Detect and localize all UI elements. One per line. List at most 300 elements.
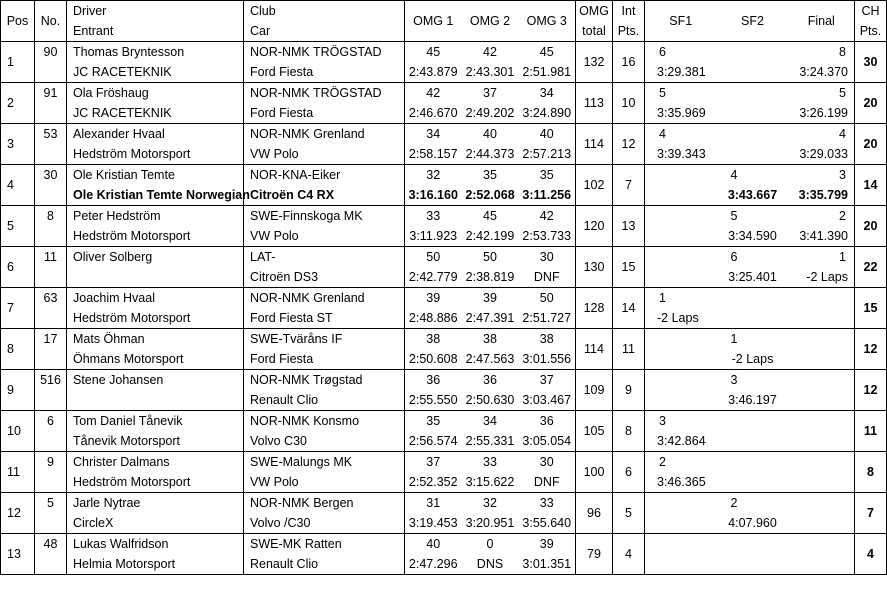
omg3-time-cell: 2:53.733 [519,226,576,247]
table-row-sub [1,267,887,288]
header-entrant: Entrant [67,21,244,42]
omg2-points-cell: 33 [483,455,497,469]
omg1-time-cell: 2:52.352 [405,472,462,493]
final-points-cell [789,288,855,309]
club-cell: NOR-NMK Grenland [244,288,405,309]
omg2-time-cell: 2:47.563 [462,349,519,370]
table-row-sub [1,554,887,575]
sf2-time-cell: 4:07.960 [717,513,789,534]
omg1-time-cell: 2:55.550 [405,390,462,411]
final-time-cell: -2 Laps [789,267,855,288]
omg1-points-cell: 38 [426,332,441,346]
omg3-time-cell: 2:51.727 [519,308,576,329]
table-row-sub [1,103,887,124]
table-row [1,288,887,309]
sf1-points-cell [645,247,717,268]
sf1-time-cell [645,513,717,534]
driver-cell: Ola Fröshaug [67,83,244,104]
sf1-points-cell [645,370,717,391]
omg-total-cell: 100 [576,452,613,493]
car-number-cell: 48 [35,534,67,575]
club-cell: NOR-NMK TRÖGSTAD [244,83,405,104]
car-number-cell: 11 [35,247,67,288]
sf1-time-cell [645,226,717,247]
table-row [1,493,887,514]
final-time-cell [789,390,855,411]
omg3-points-cell: 40 [519,124,576,145]
omg2-points-cell: 34 [483,414,497,428]
sf2-points-cell [717,83,789,104]
table-row-sub [1,349,887,370]
driver-cell: Christer Dalmans [67,452,244,473]
omg2-points-cell: 35 [483,168,497,182]
omg2-points-cell: 0 [486,537,494,551]
table-row [1,247,887,268]
sf2-points-cell [717,452,789,473]
ch-pts-cell: 20 [855,206,887,247]
entrant-cell: JC RACETEKNIK [67,103,244,124]
car-number-cell: 63 [35,288,67,329]
sf1-time-cell: 3:29.381 [645,62,717,83]
omg1-time-cell: 3:16.160 [405,185,462,206]
sf1-time-cell: -2 Laps [645,308,717,329]
omg3-points-cell: 36 [519,411,576,432]
int-pts-cell: 16 [613,42,645,83]
omg1-time-cell: 3:19.453 [405,513,462,534]
sf2-time-cell: 3:25.401 [717,267,789,288]
ch-pts-cell: 8 [855,452,887,493]
header-ch-pts-top: CH [855,1,887,22]
entrant-cell: Tånevik Motorsport [67,431,244,452]
car-number-cell: 5 [35,493,67,534]
entrant-cell [67,390,244,411]
sf2-time-cell: 3:43.667 [717,185,789,206]
table-row [1,165,887,186]
omg-total-cell: 132 [576,42,613,83]
sf1-points-cell: 4 [659,127,666,141]
car-cell: Ford Fiesta ST [244,308,405,329]
omg2-time-cell: 3:15.622 [462,472,519,493]
sf1-points-cell: 6 [659,45,666,59]
table-row-sub [1,431,887,452]
omg3-points-cell: 42 [519,206,576,227]
final-points-cell: 8 [789,42,855,63]
header-driver: Driver [67,1,244,22]
omg1-time-cell: 2:56.574 [405,431,462,452]
omg2-time-cell: 2:47.391 [462,308,519,329]
table-row [1,206,887,227]
ch-pts-cell: 20 [855,124,887,165]
omg1-time-cell: 3:11.923 [405,226,462,247]
header-omg-total-top: OMG [576,1,613,22]
header-club: Club [244,1,405,22]
ch-pts-cell: 22 [855,247,887,288]
final-points-cell: 5 [789,83,855,104]
pos-cell: 10 [1,411,35,452]
omg3-time-cell: 3:03.467 [519,390,576,411]
final-points-cell [789,452,855,473]
driver-cell: Stene Johansen [67,370,244,391]
omg3-time-cell: 3:24.890 [519,103,576,124]
club-cell: SWE-MK Ratten [244,534,405,555]
omg2-time-cell: 2:50.630 [462,390,519,411]
sf2-points-cell: 3 [730,373,738,387]
table-row-sub [1,144,887,165]
club-cell: LAT- [244,247,405,268]
sf1-points-cell [645,329,717,350]
table-header [1,1,887,42]
sf2-points-cell [717,124,789,145]
pos-cell: 3 [1,124,35,165]
omg3-points-cell: 34 [519,83,576,104]
omg-total-cell: 130 [576,247,613,288]
ch-pts-cell: 14 [855,165,887,206]
omg2-points-cell: 36 [483,373,497,387]
sf2-time-cell [717,472,789,493]
sf1-time-cell [645,554,717,575]
final-points-cell [789,370,855,391]
omg1-time-cell: 2:46.670 [405,103,462,124]
car-number-cell: 30 [35,165,67,206]
table-row [1,370,887,391]
final-points-cell [789,411,855,432]
omg3-points-cell: 45 [519,42,576,63]
omg1-points-cell: 42 [426,86,441,100]
omg3-points-cell: 33 [519,493,576,514]
sf2-points-cell [717,411,789,432]
final-points-cell [789,534,855,555]
header-sf2: SF2 [717,1,789,42]
club-cell: NOR-KNA-Eiker [244,165,405,186]
pos-cell: 8 [1,329,35,370]
header-final: Final [789,1,855,42]
car-cell: Volvo /C30 [244,513,405,534]
sf2-points-cell: 6 [730,250,738,264]
entrant-cell: CircleX [67,513,244,534]
int-pts-cell: 10 [613,83,645,124]
omg2-time-cell: 2:42.199 [462,226,519,247]
omg2-time-cell: 2:44.373 [462,144,519,165]
car-number-cell: 90 [35,42,67,83]
driver-cell: Joachim Hvaal [67,288,244,309]
driver-cell: Lukas Walfridson [67,534,244,555]
sf1-points-cell: 3 [659,414,666,428]
sf1-points-cell [645,206,717,227]
sf2-time-cell [717,103,789,124]
car-cell: Renault Clio [244,554,405,575]
final-time-cell: 3:41.390 [789,226,855,247]
omg-total-cell: 105 [576,411,613,452]
omg2-points-cell: 39 [483,291,497,305]
pos-cell: 5 [1,206,35,247]
sf1-time-cell [645,349,717,370]
sf2-points-cell: 4 [730,168,738,182]
omg-total-cell: 109 [576,370,613,411]
omg-total-cell: 114 [576,329,613,370]
header-omg1: OMG 1 [405,1,462,42]
sf2-points-cell: 5 [730,209,738,223]
pos-cell: 9 [1,370,35,411]
omg3-points-cell: 38 [519,329,576,350]
omg2-points-cell: 40 [483,127,497,141]
car-number-cell: 516 [35,370,67,411]
car-number-cell: 91 [35,83,67,124]
final-points-cell: 4 [789,124,855,145]
car-cell: Renault Clio [244,390,405,411]
final-points-cell: 1 [789,247,855,268]
sf1-points-cell: 5 [659,86,666,100]
car-cell: Ford Fiesta [244,103,405,124]
ch-pts-cell: 11 [855,411,887,452]
sf1-time-cell [645,267,717,288]
omg2-points-cell: 45 [483,209,497,223]
omg1-points-cell: 40 [426,537,441,551]
entrant-cell: Hedström Motorsport [67,308,244,329]
sf1-points-cell [645,534,717,555]
sf2-points-cell [717,288,789,309]
int-pts-cell: 13 [613,206,645,247]
table-row-sub [1,472,887,493]
club-cell: NOR-NMK Grenland [244,124,405,145]
club-cell: SWE-Finnskoga MK [244,206,405,227]
final-points-cell: 3 [789,165,855,186]
car-number-cell: 17 [35,329,67,370]
pos-cell: 1 [1,42,35,83]
driver-cell: Peter Hedström [67,206,244,227]
sf2-time-cell [717,554,789,575]
sf1-time-cell: 3:39.343 [645,144,717,165]
table-row [1,411,887,432]
header-omg-total-bottom: total [576,21,613,42]
omg2-time-cell: 2:43.301 [462,62,519,83]
table-row-sub [1,226,887,247]
omg2-time-cell: 2:49.202 [462,103,519,124]
pos-cell: 11 [1,452,35,493]
int-pts-cell: 8 [613,411,645,452]
ch-pts-cell: 20 [855,83,887,124]
omg-total-cell: 79 [576,534,613,575]
car-cell: VW Polo [244,472,405,493]
omg3-time-cell: 3:55.640 [519,513,576,534]
final-time-cell: 3:24.370 [789,62,855,83]
pos-cell: 6 [1,247,35,288]
driver-cell: Tom Daniel Tånevik [67,411,244,432]
pos-cell: 7 [1,288,35,329]
final-time-cell [789,431,855,452]
omg2-time-cell: 2:55.331 [462,431,519,452]
sf2-time-cell: -2 Laps [717,349,789,370]
omg2-time-cell: 2:38.819 [462,267,519,288]
int-pts-cell: 11 [613,329,645,370]
entrant-cell: Ole Kristian Temte Norwegian [67,185,244,206]
omg-total-cell: 128 [576,288,613,329]
header-no: No. [35,1,67,42]
header-car: Car [244,21,405,42]
omg1-time-cell: 2:42.779 [405,267,462,288]
sf2-points-cell: 2 [730,496,738,510]
omg3-points-cell: 30 [519,452,576,473]
ch-pts-cell: 30 [855,42,887,83]
sf1-time-cell: 3:46.365 [645,472,717,493]
omg1-time-cell: 2:48.886 [405,308,462,329]
omg1-points-cell: 39 [426,291,441,305]
final-points-cell [789,329,855,350]
entrant-cell: Helmia Motorsport [67,554,244,575]
header-omg2: OMG 2 [462,1,519,42]
ch-pts-cell: 15 [855,288,887,329]
sf2-time-cell [717,431,789,452]
omg2-time-cell: DNS [462,554,519,575]
header-sf1: SF1 [645,1,717,42]
omg1-points-cell: 37 [426,455,441,469]
entrant-cell: Hedström Motorsport [67,472,244,493]
omg3-time-cell: 3:11.256 [519,185,576,206]
omg1-time-cell: 2:43.879 [405,62,462,83]
omg3-points-cell: 35 [519,165,576,186]
entrant-cell: Hedström Motorsport [67,144,244,165]
omg1-points-cell: 33 [426,209,441,223]
car-cell: Volvo C30 [244,431,405,452]
table-row [1,42,887,63]
pos-cell: 12 [1,493,35,534]
car-cell: Ford Fiesta [244,62,405,83]
final-time-cell: 3:35.799 [789,185,855,206]
sf1-time-cell [645,185,717,206]
omg1-points-cell: 35 [426,414,441,428]
final-time-cell [789,554,855,575]
header-ch-pts-bottom: Pts. [855,21,887,42]
table-row [1,83,887,104]
omg2-time-cell: 2:52.068 [462,185,519,206]
sf1-points-cell [645,493,717,514]
ch-pts-cell: 7 [855,493,887,534]
omg-total-cell: 120 [576,206,613,247]
club-cell: NOR-NMK Bergen [244,493,405,514]
club-cell: SWE-Tväråns IF [244,329,405,350]
omg1-points-cell: 32 [426,168,441,182]
sf2-time-cell: 3:34.590 [717,226,789,247]
sf1-time-cell: 3:42.864 [645,431,717,452]
driver-cell: Oliver Solberg [67,247,244,268]
omg-total-cell: 113 [576,83,613,124]
driver-cell: Thomas Bryntesson [67,42,244,63]
omg1-points-cell: 45 [426,45,441,59]
int-pts-cell: 12 [613,124,645,165]
table-row [1,329,887,350]
omg3-points-cell: 37 [519,370,576,391]
ch-pts-cell: 12 [855,329,887,370]
sf2-points-cell [717,42,789,63]
omg3-points-cell: 50 [519,288,576,309]
omg3-points-cell: 39 [519,534,576,555]
int-pts-cell: 7 [613,165,645,206]
omg3-time-cell: 3:05.054 [519,431,576,452]
sf1-points-cell: 1 [659,291,666,305]
omg1-time-cell: 2:47.296 [405,554,462,575]
int-pts-cell: 4 [613,534,645,575]
int-pts-cell: 15 [613,247,645,288]
header-omg3: OMG 3 [519,1,576,42]
final-time-cell [789,349,855,370]
car-cell: Citroën DS3 [244,267,405,288]
omg1-points-cell: 36 [426,373,441,387]
omg1-time-cell: 2:50.608 [405,349,462,370]
table-row-sub [1,513,887,534]
sf2-time-cell [717,62,789,83]
car-cell: Citroën C4 RX [244,185,405,206]
table-row-sub [1,308,887,329]
club-cell: SWE-Malungs MK [244,452,405,473]
int-pts-cell: 14 [613,288,645,329]
entrant-cell: Hedström Motorsport [67,226,244,247]
int-pts-cell: 9 [613,370,645,411]
table-row-sub [1,185,887,206]
omg-total-cell: 102 [576,165,613,206]
header-int-pts-top: Int [613,1,645,22]
entrant-cell: JC RACETEKNIK [67,62,244,83]
car-number-cell: 8 [35,206,67,247]
driver-cell: Jarle Nytrae [67,493,244,514]
sf1-points-cell: 2 [659,455,666,469]
ch-pts-cell: 4 [855,534,887,575]
omg1-time-cell: 2:58.157 [405,144,462,165]
entrant-cell: Öhmans Motorsport [67,349,244,370]
table-row-sub [1,62,887,83]
omg2-points-cell: 38 [483,332,497,346]
omg3-time-cell: DNF [519,267,576,288]
car-number-cell: 6 [35,411,67,452]
omg2-time-cell: 3:20.951 [462,513,519,534]
sf1-points-cell [645,165,717,186]
int-pts-cell: 6 [613,452,645,493]
final-points-cell: 2 [789,206,855,227]
car-cell: Ford Fiesta [244,349,405,370]
final-time-cell: 3:26.199 [789,103,855,124]
omg1-points-cell: 50 [426,250,441,264]
table-row-sub [1,390,887,411]
ch-pts-cell: 12 [855,370,887,411]
header-pos: Pos [1,1,35,42]
sf1-time-cell: 3:35.969 [645,103,717,124]
table-row [1,452,887,473]
driver-cell: Ole Kristian Temte [67,165,244,186]
final-time-cell [789,472,855,493]
pos-cell: 2 [1,83,35,124]
entrant-cell [67,267,244,288]
table-row [1,534,887,555]
omg3-time-cell: 2:51.981 [519,62,576,83]
pos-cell: 13 [1,534,35,575]
club-cell: NOR-NMK Trøgstad [244,370,405,391]
club-cell: NOR-NMK TRÖGSTAD [244,42,405,63]
car-cell: VW Polo [244,226,405,247]
car-cell: VW Polo [244,144,405,165]
final-time-cell [789,513,855,534]
driver-cell: Alexander Hvaal [67,124,244,145]
omg-total-cell: 96 [576,493,613,534]
driver-cell: Mats Öhman [67,329,244,350]
omg2-points-cell: 50 [483,250,497,264]
sf2-time-cell: 3:46.197 [717,390,789,411]
omg1-points-cell: 31 [426,496,441,510]
table-body [1,42,887,575]
final-points-cell [789,493,855,514]
omg3-time-cell: 3:01.351 [519,554,576,575]
car-number-cell: 53 [35,124,67,165]
omg2-points-cell: 42 [483,45,497,59]
int-pts-cell: 5 [613,493,645,534]
header-int-pts-bottom: Pts. [613,21,645,42]
